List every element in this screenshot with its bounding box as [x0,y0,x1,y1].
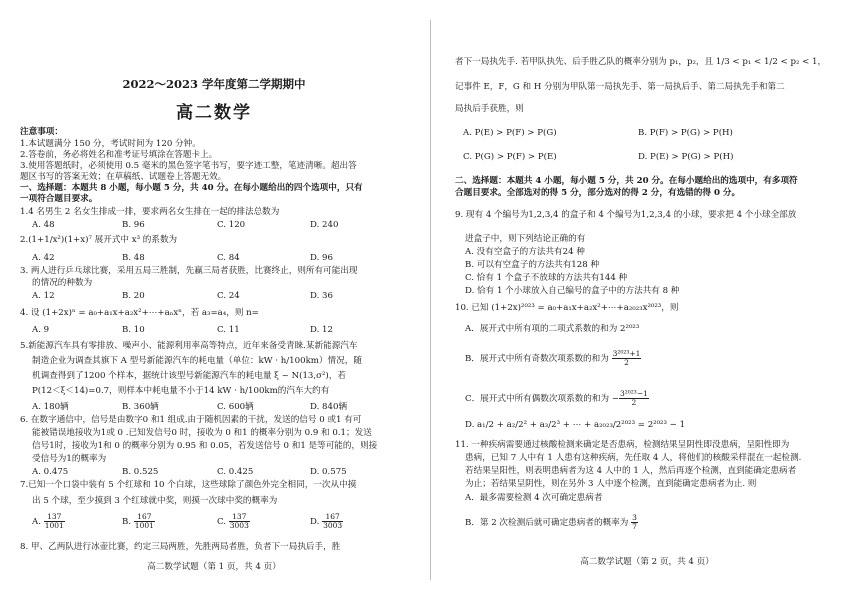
question-5-cont: 机调查得到了1200 个样本，据统计该型号新能源汽车的耗电量 ξ ~ N(13,σ²)，若 [32,371,346,381]
question-9-cont: 进盒子中，则下列结论正确的有 [465,234,586,244]
notice-line: 2.答卷前，务必将姓名和准考证号填涂在答题卡上。 [20,150,218,160]
option: D. $\frac{167}{3003}$ [310,512,343,530]
page-divider [430,20,431,580]
question-7-options [32,513,343,530]
question-3-options [32,291,333,302]
question-3-cont: 的情况的种数为 [32,278,93,288]
question-8-cont: 者下一局执先手. 若甲队执先、后手胜乙队的概率分别为 p₁，p₂，且 1/3 < p₁ < 1/2 < p₂ < 1， [455,57,827,67]
question-8-cont: 局执后手获胜，则 [455,104,524,114]
option: C. P(G) > P(F) > P(E) [463,152,557,162]
option: D. 36 [310,291,333,301]
option: C. 84 [217,253,240,263]
section1-heading: 一、选择题：本题共 8 小题，每小题 5 分，共 40 分。在每小题给出的四个选项中，只有 [20,183,363,193]
question-1: 1.4 名男生 2 名女生排成一排，要求两名女生排在一起的排法总数为 [20,207,280,217]
question-4-options [32,325,333,336]
question-8: 8. 甲、乙两队进行冰壶比赛，约定三局两胜，先胜两局者胜，负者下一局执后手，胜 [20,542,341,552]
page-footer: 高二数学试题（第 2 页，共 4 页） [580,557,714,567]
option: B. 10 [122,325,145,335]
option: B. 48 [122,253,145,263]
question-5-cont: P(12＜ξ＜14)=0.7，则样本中耗电量不小于14 kW · h/100km的汽车大约有 [32,386,330,396]
notice-line: 题区书写的答案无效；在草稿纸、试题卷上答题无效。 [20,172,227,182]
option: C. 600辆 [217,402,254,412]
option: A．展开式中所有项的二项式系数的和为 2²⁰²³ [465,324,640,334]
question-4: 4. 设 (1+2x)ⁿ = a₀+a₁x+a₂x²+⋯+aₙxⁿ，若 a₃=a₄，则 n= [20,308,259,318]
question-8-cont: 记事件 E，F，G 和 H 分别为甲队第一局执先手、第一局执后手、第二局执先手和第二 [455,82,785,92]
section2-heading-cont: 合题目要求。全部选对的得 5 分，部分选对的得 2 分，有选错的得 0 分。 [455,188,741,198]
option: A. 9 [32,325,50,335]
question-6-cont: 受信号为1的概率为 [32,454,107,464]
question-2: 2.(1+1/x²)(1+x)⁷ 展开式中 x³ 的系数为 [20,235,178,245]
option: B. 360辆 [122,402,159,412]
question-9: 9. 现有 4 个编号为1,2,3,4 的盒子和 4 个编号为1,2,3,4 的小球，要求把 4 个小球全部放 [455,210,797,220]
question-6: 6. 在数字通信中，信号是由数字0 和1 组成.由于随机因素的干扰，发送的信号 0 或1 有可 [20,415,362,425]
question-5-cont: 制造企业为调查其旗下 A 型号新能源汽车的耗电量（单位：kW · h/100km）情况，随 [32,356,362,366]
option: B. $\frac{167}{1001}$ [122,512,154,530]
option: A. 0.475 [32,467,69,477]
page-footer: 高二数学试题（第 1 页，共 4 页） [147,562,281,572]
option: C．展开式中所有偶数次项系数的和为 − $\frac{\text{3²⁰²³−1}}{2}$ [465,389,648,407]
option: D. 240 [310,220,339,230]
question-7-cont: 出 5 个球，至少摸到 3 个红球就中奖，则摸一次球中奖的概率为 [32,496,278,506]
option: A．最多需要检测 4 次可确定患病者 [465,493,603,503]
question-6-options [32,467,347,478]
option: B. 96 [122,220,145,230]
option: A. 180辆 [32,402,69,412]
option: A. 没有空盒子的方法共有24 种 [465,247,585,257]
question-6-cont: 信号1时，接收为1和 0 的概率分别为 0.95 和 0.05，若发送信号 0 和1 是等可能的，则接 [32,441,378,451]
question-11-cont: 患病，已知 7 人中有 1 人患有这种疾病，先任取 4 人，将他们的核酸采样混在一起检测. [465,453,802,463]
option: A. $\frac{137}{1001}$ [32,512,64,530]
option: A. 42 [32,253,55,263]
question-2-options [32,253,333,264]
question-11-cont: 若结果呈阳性，则表明患病者为这 4 人中的 1 人，然后再逐个检测，直到能确定患病者 [465,466,797,476]
option: C. 120 [217,220,246,230]
option: C. 恰有 1 个盒子不放球的方法共有144 种 [465,273,628,283]
option: C. 11 [217,325,240,335]
notice-line: 3.使用答题纸时，必须使用 0.5 毫米的黑色签字笔书写，要字迹工整，笔迹清晰。超出答 [20,161,357,171]
question-10: 10. 已知 (1+2x)²⁰²³ = a₀+a₁x+a₂x²+⋯+a₂₀₂₃x²⁰²³，则 [455,303,679,313]
question-5-options [32,402,347,413]
option: B. 0.525 [122,467,159,477]
option: D. P(E) > P(G) > P(H) [638,152,734,162]
option: C. 24 [217,291,240,301]
option: C. 0.425 [217,467,254,477]
option: D. a₁/2 + a₂/2² + a₃/2³ + ⋯ + a₂₀₂₃/2²⁰²³ = 2²⁰²³ − 1 [465,420,686,430]
exam-year-title: 2022～2023 学年度第二学期期中 [122,77,306,91]
option: A. 12 [32,291,55,301]
option: B. 可以有空盒子的方法共有128 种 [465,260,600,270]
notice-line: 1.本试题满分 150 分，考试时间为 120 分钟。 [20,139,201,149]
option: B. P(F) > P(G) > P(H) [638,128,733,138]
option: A. P(E) > P(F) > P(G) [463,128,557,138]
option: D. 0.575 [310,467,347,477]
question-3: 3. 两人进行乒乓球比赛，采用五局三胜制，先赢三局者获胜，比赛终止，则所有可能出现 [20,266,358,276]
question-11: 11. 一种疾病需要通过核酸检测来确定是否患病，检测结果呈阴性即没患病，呈阳性即为 [455,440,790,450]
question-1-options [32,220,338,231]
option: D. 840辆 [310,402,348,412]
option: D. 恰有 1 个小球放入自己编号的盒子中的方法共有 8 种 [465,286,680,296]
exam-subject-title: 高二数学 [176,103,252,123]
section2-heading: 二、选择题：本题共 4 小题，每小题 5 分，共 20 分。在每小题给出的选项中，有多项符 [455,176,798,186]
question-11-cont: 为止；若结果呈阴性，则在另外 3 人中逐个检测，直到能确定患病者为止. 则 [465,479,757,489]
q2-expression: (1+1/x²)(1+x)⁷ [28,235,92,245]
option: B．第 2 次检测后就可确定患病者的概率为 $\frac{3}{7}$ [465,513,637,531]
option: B．展开式中所有奇数次项系数的和为 $\frac{\text{3²⁰²³+1}}{2}$ [465,349,641,367]
question-6-cont: 能被错误地接收为1或 0 .已知发信号0 时，接收为 0 和1 的概率分别为 0.9 和 0.1；发送 [32,428,372,438]
option: A. 48 [32,220,55,230]
option: D. 12 [310,325,333,335]
section1-heading-cont: 一项符合题目要求。 [20,194,98,204]
option: B. 20 [122,291,145,301]
exam-page-1 [0,0,428,594]
notice-heading: 注意事项： [20,127,63,137]
question-7: 7.已知一个口袋中装有 5 个红球和 10 个白球，这些球除了颜色外完全相同，一次从中摸 [20,480,357,490]
option: C. $\frac{137}{3003}$ [217,512,249,530]
exam-page-2 [433,0,861,594]
question-5: 5.新能源汽车具有零排放、噪声小、能源利用率高等特点，近年来备受青睐.某新能源汽车 [20,341,358,351]
option: D. 96 [310,253,333,263]
